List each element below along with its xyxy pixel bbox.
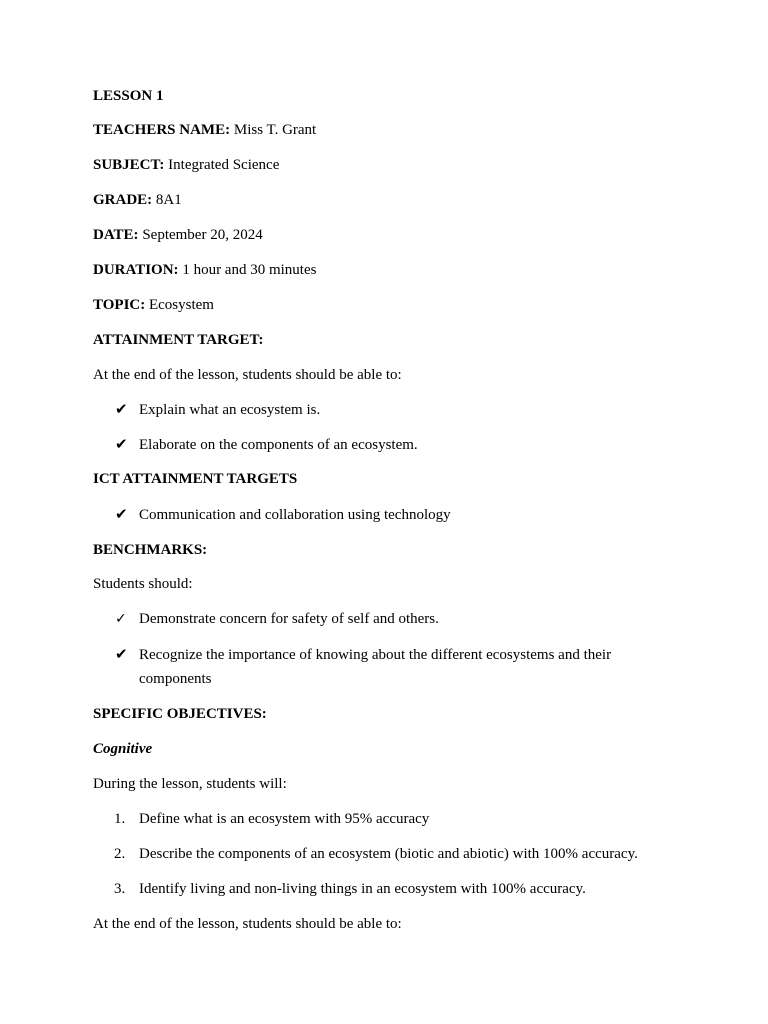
ict-item: Communication and collaboration using technology <box>139 507 451 523</box>
subject-line <box>93 156 279 174</box>
topic-label: TOPIC: <box>93 297 146 313</box>
objectives-heading: SPECIFIC OBJECTIVES: <box>93 706 267 722</box>
date-value: September 20, 2024 <box>142 227 263 243</box>
teacher-name-line <box>93 121 316 139</box>
duration-value: 1 hour and 30 minutes <box>182 262 317 278</box>
objectives-intro: During the lesson, students will: <box>93 776 287 792</box>
attainment-item: Explain what an ecosystem is. <box>139 402 321 418</box>
duration-line <box>93 261 316 279</box>
checkmark-icon: ✔ <box>115 645 128 663</box>
attainment-item: Elaborate on the components of an ecosystem. <box>139 437 418 453</box>
checkmark-icon: ✓ <box>115 611 127 627</box>
teacher-name-value: Miss T. Grant <box>233 122 317 138</box>
benchmark-item-continuation: components <box>139 671 212 687</box>
teacher-name-label: TEACHERS NAME: <box>93 122 231 138</box>
grade-label: GRADE: <box>93 192 153 208</box>
date-label: DATE: <box>93 227 139 243</box>
grade-value: 8A1 <box>155 192 182 208</box>
list-number: 1. <box>114 811 126 827</box>
list-number: 3. <box>114 881 126 897</box>
lesson-title: LESSON 1 <box>93 88 164 104</box>
benchmark-item: Demonstrate concern for safety of self and others. <box>139 611 439 627</box>
grade-line <box>93 191 182 209</box>
objective-item: Describe the components of an ecosystem (biotic and abiotic) with 100% accuracy. <box>139 846 638 862</box>
objectives-subheading: Cognitive <box>93 741 153 757</box>
benchmarks-intro: Students should: <box>93 576 193 592</box>
subject-label: SUBJECT: <box>93 157 165 173</box>
checkmark-icon: ✔ <box>115 400 128 418</box>
objectives-closing: At the end of the lesson, students should be able to: <box>93 916 402 932</box>
ict-heading: ICT ATTAINMENT TARGETS <box>93 471 298 487</box>
objective-item: Identify living and non-living things in an ecosystem with 100% accuracy. <box>139 881 586 897</box>
date-line <box>93 226 263 244</box>
benchmark-item: Recognize the importance of knowing about the different ecosystems and their <box>139 647 612 663</box>
benchmarks-heading: BENCHMARKS: <box>93 542 208 558</box>
attainment-heading: ATTAINMENT TARGET: <box>93 332 264 348</box>
subject-value: Integrated Science <box>168 157 280 173</box>
duration-label: DURATION: <box>93 262 179 278</box>
list-number: 2. <box>114 846 126 862</box>
objective-item: Define what is an ecosystem with 95% accuracy <box>139 811 430 827</box>
checkmark-icon: ✔ <box>115 435 128 453</box>
topic-value: Ecosystem <box>148 297 214 313</box>
attainment-intro: At the end of the lesson, students should be able to: <box>93 367 402 383</box>
checkmark-icon: ✔ <box>115 505 128 523</box>
topic-line <box>93 296 214 314</box>
